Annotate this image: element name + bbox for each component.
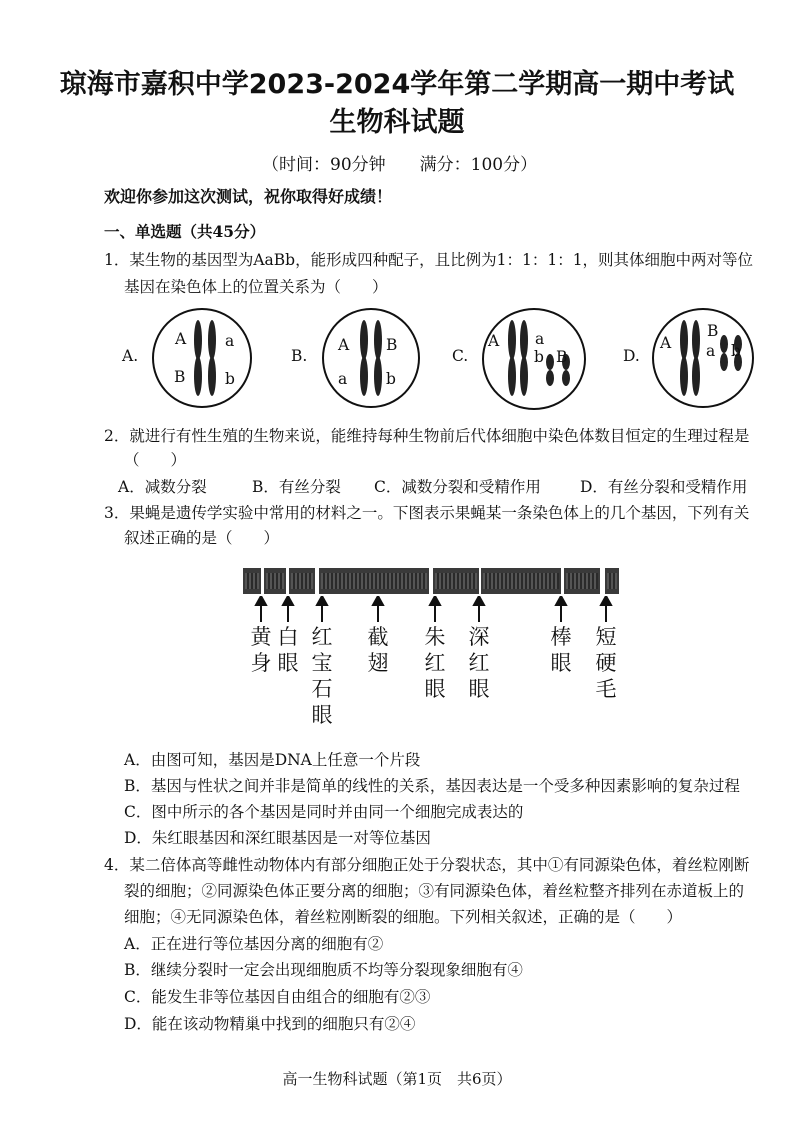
q2-option-a: A．减数分裂 [118, 478, 207, 496]
section-heading: 一、单选题（共45分） [104, 222, 266, 241]
gene-label: A [175, 330, 187, 348]
gene-label: A [660, 334, 672, 352]
q3-stem-line2: 叙述正确的是（ ） [124, 529, 280, 547]
gene-ruby-eye: 红宝石眼 [311, 625, 333, 727]
page-footer: 高一生物科试题（第1页 共6页） [282, 1070, 512, 1088]
q3-stem-line1: 3．果蝇是遗传学实验中常用的材料之一。下图表示果蝇某一条染色体上的几个基因，下列有关 [104, 504, 750, 522]
gene-yellow-body: 黄身 [250, 625, 272, 675]
gene-bar-eye: 棒眼 [550, 625, 572, 675]
gene-white-eye: 白眼 [277, 625, 299, 675]
chromosome-icon [324, 310, 418, 406]
gene-label: a [706, 342, 716, 360]
gene-label: b [731, 342, 741, 360]
q1-option-a-label: A. [122, 347, 139, 365]
q3-option-a: A．由图可知，基因是DNA上任意一个片段 [124, 751, 421, 769]
q3-option-b: B．基因与性状之间并非是简单的线性的关系，基因表达是一个受多种因素影响的复杂过程 [124, 777, 740, 795]
gene-label: b [386, 370, 396, 388]
gene-label: a [225, 332, 235, 350]
gene-label: a [338, 370, 348, 388]
gene-carmine-eye: 深红眼 [468, 625, 490, 701]
q4-stem-line1: 4．某二倍体高等雌性动物体内有部分细胞正处于分裂状态，其中①有同源染色体，着丝粒刚断 [104, 856, 750, 874]
q4-option-b: B．继续分裂时一定会出现细胞质不均等分裂现象细胞有④ [124, 961, 523, 979]
q4-stem-line3: 细胞；④无同源染色体，着丝粒刚断裂的细胞。下列相关叙述，正确的是（ ） [124, 908, 683, 926]
q1-option-d-label: D. [623, 347, 640, 365]
q4-option-c: C．能发生非等位基因自由组合的细胞有②③ [124, 988, 431, 1006]
gene-label: a [535, 330, 545, 348]
chromosome-icon [154, 310, 250, 406]
chromosome-segment [564, 568, 600, 594]
chromosome-segment [289, 568, 315, 594]
gene-label: B [707, 322, 719, 340]
chromosome-segment [319, 568, 429, 594]
q2-stem-line1: 2．就进行有性生殖的生物来说，能维持每种生物前后代体细胞中染色体数目恒定的生理过程是 [104, 427, 750, 445]
gene-label: B [556, 348, 568, 366]
q2-stem-line2: （ ） [124, 451, 187, 469]
q1-option-b-cell [322, 308, 420, 408]
q1-stem-line2: 基因在染色体上的位置关系为（ ） [124, 278, 388, 296]
gene-vermilion-eye: 朱红眼 [424, 625, 446, 701]
gene-label: B [386, 336, 398, 354]
arrow-icons [243, 596, 623, 624]
q1-option-a-cell [152, 308, 252, 408]
gene-label: b [534, 348, 544, 366]
q1-option-c-label: C. [452, 347, 469, 365]
q1-option-b-label: B. [291, 347, 308, 365]
q3-option-d: D．朱红眼基因和深红眼基因是一对等位基因 [124, 829, 431, 847]
gene-label: B [174, 368, 186, 386]
welcome-text: 欢迎你参加这次测试，祝你取得好成绩！ [104, 187, 393, 206]
exam-subtitle: 生物科试题 [329, 107, 465, 138]
q4-option-a: A．正在进行等位基因分离的细胞有② [124, 935, 384, 953]
gene-cut-wing: 截翅 [367, 625, 389, 675]
q2-option-d: D．有丝分裂和受精作用 [580, 478, 748, 496]
q3-option-c: C．图中所示的各个基因是同时并由同一个细胞完成表达的 [124, 803, 524, 821]
gene-label: A [338, 336, 350, 354]
chromosome-segment [605, 568, 619, 594]
gene-short-bristle: 短硬毛 [595, 625, 617, 701]
time-info: （时间：90分钟 满分：100分） [262, 155, 538, 175]
gene-label: A [488, 332, 500, 350]
chromosome-segment [264, 568, 286, 594]
chromosome-bar [243, 568, 619, 594]
chromosome-segment [433, 568, 479, 594]
chromosome-segment [481, 568, 561, 594]
chromosome-segment [243, 568, 261, 594]
q4-stem-line2: 裂的细胞；②同源染色体正要分离的细胞；③有同源染色体，着丝粒整齐排列在赤道板上的 [124, 882, 745, 900]
gene-label: b [225, 370, 235, 388]
q2-option-c: C．减数分裂和受精作用 [374, 478, 541, 496]
q2-option-b: B．有丝分裂 [252, 478, 341, 496]
q1-stem-line1: 1．某生物的基因型为AaBb，能形成四种配子，且比例为1：1：1：1，则其体细胞中两对等位 [104, 251, 754, 269]
q4-option-d: D．能在该动物精巢中找到的细胞只有②④ [124, 1015, 416, 1033]
exam-title: 琼海市嘉积中学2023-2024学年第二学期高一期中考试 [59, 69, 735, 100]
